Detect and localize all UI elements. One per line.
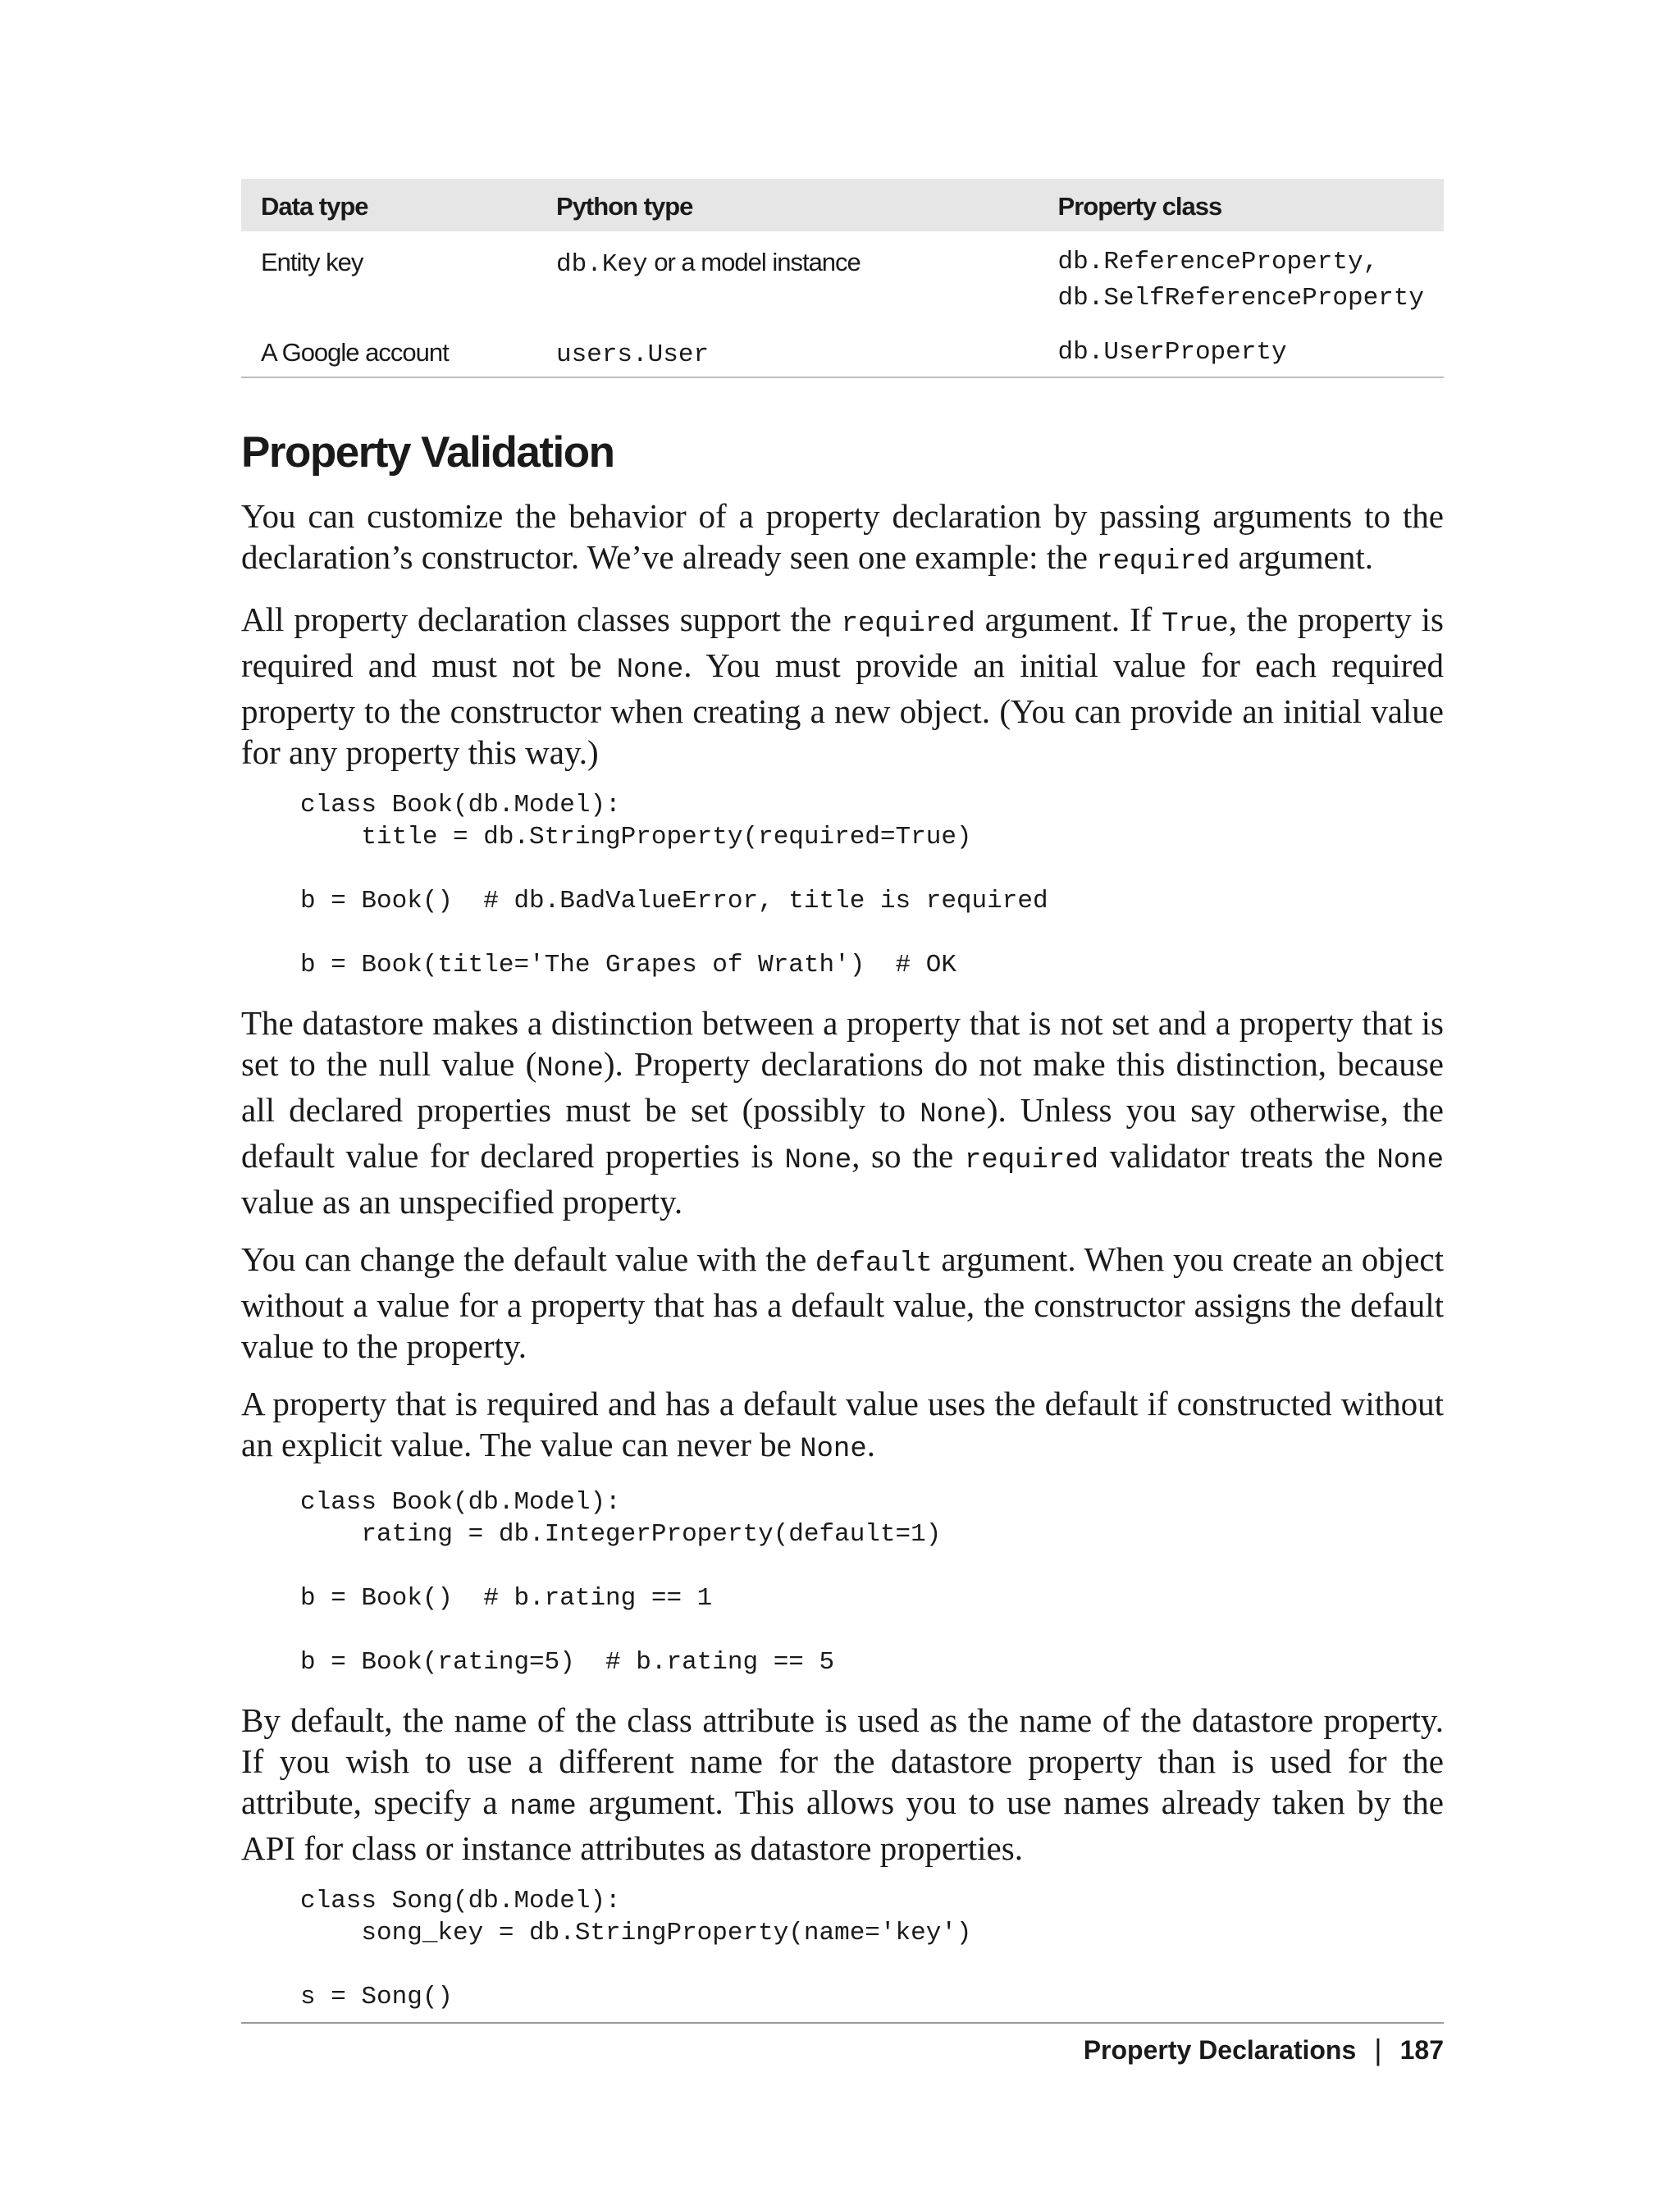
paragraph-text: You can customize the behavior of a property declaration by passing arguments to the declaration’s constructor. We’ve already seen one example: the (241, 497, 1444, 576)
code-line: s = Song() (300, 1983, 454, 2011)
paragraph-text: argument. If (975, 600, 1162, 638)
paragraph (241, 495, 1444, 582)
code-line: class Book(db.Model): (300, 1488, 621, 1517)
paragraph-text: You can change the default value with the (241, 1240, 815, 1278)
table-row (241, 322, 1444, 377)
code-line: song_key = db.StringProperty(name='key') (300, 1919, 972, 1947)
table-cell-python-type (536, 231, 1039, 322)
table-row (241, 231, 1444, 322)
code-line: rating = db.IntegerProperty(default=1) (300, 1520, 942, 1549)
inline-code: None (800, 1434, 867, 1465)
code-line: b = Book() # db.BadValueError, title is required (300, 887, 1048, 915)
paragraph-text: ). Property declarations do not make this distinction, because all declared properties must be set (possibly to (241, 1045, 1444, 1129)
inline-code: None (784, 1145, 852, 1176)
code-line (300, 1614, 1444, 1646)
footer-rule (241, 2022, 1444, 2024)
code-line (300, 917, 1444, 949)
table-header-data-type: Data type (261, 192, 368, 221)
page-number: 187 (1399, 2034, 1444, 2065)
table-cell-python-type (536, 322, 1039, 377)
property-class-line: db.ReferenceProperty, (1057, 248, 1379, 276)
paragraph-text: . (866, 1426, 875, 1463)
paragraph-text: argument. This allows you to use names already taken by the API for class or instance attributes as datastore properties. (241, 1783, 1444, 1867)
inline-code: None (920, 1099, 987, 1130)
python-type-text: or a model instance (647, 248, 861, 276)
table-header-python-type: Python type (556, 192, 693, 221)
code-block (300, 789, 1444, 981)
paragraph-text: The datastore makes a distinction between a property that is not set and a property that is set to the null value ( (241, 1004, 1444, 1083)
code-line (300, 1949, 1444, 1981)
code-line: b = Book(title='The Grapes of Wrath') # OK (300, 951, 956, 979)
inline-code: name (509, 1792, 577, 1823)
paragraph-text: , so the (851, 1137, 965, 1175)
paragraph-text: By default, the name of the class attribute is used as the name of the datastore property. If you wish to use a different name for the datastore property than is used for the attribute, specify a (241, 1701, 1444, 1821)
code-line: title = db.StringProperty(required=True) (300, 823, 972, 851)
paragraph-text: argument. (1230, 538, 1373, 576)
paragraph-text: ). Unless you say otherwise, the default value for declared properties is (241, 1091, 1444, 1175)
table-header-property-class: Property class (1057, 192, 1222, 221)
property-class-line: db.SelfReferenceProperty (1057, 284, 1424, 313)
code-line (300, 1550, 1444, 1582)
paragraph (241, 1383, 1444, 1470)
paragraph-text: validator treats the (1098, 1137, 1377, 1175)
table-cell-data-type: A Google account (241, 322, 536, 377)
inline-code: required (841, 609, 975, 640)
page-footer (1084, 2033, 1444, 2067)
footer-chapter-title: Property Declarations (1083, 2034, 1357, 2065)
python-type-code: users.User (556, 340, 710, 369)
paragraph-text: . You must provide an initial value for each required property to the constructor when creating a new object. (You can provide an initial value for any property this way.) (241, 646, 1444, 771)
inline-code: required (1096, 546, 1230, 578)
paragraph (241, 1002, 1444, 1222)
code-line: b = Book() # b.rating == 1 (300, 1584, 713, 1613)
inline-code: default (815, 1249, 933, 1280)
code-line: class Book(db.Model): (300, 791, 621, 819)
page-content (241, 179, 1444, 2034)
python-type-code: db.Key (556, 250, 648, 279)
inline-code: True (1162, 609, 1229, 640)
inline-code: None (1376, 1145, 1444, 1176)
paragraph-text: argument. When you create an object without a value for a property that has a default value, the constructor assigns the default value to the property. (241, 1240, 1444, 1365)
inline-code: required (964, 1145, 1099, 1176)
code-line (300, 853, 1444, 885)
inline-code: None (536, 1053, 604, 1084)
code-block (300, 1486, 1444, 1678)
paragraph-text: , the property is required and must not be (241, 600, 1444, 684)
table-cell-property-class (1039, 322, 1444, 377)
footer-separator: | (1374, 2033, 1382, 2066)
paragraph-text: A property that is required and has a default value uses the default if constructed without an explicit value. The value can never be (241, 1385, 1444, 1463)
table-cell-property-class (1039, 231, 1444, 322)
section-heading: Property Validation (241, 428, 614, 477)
property-class-line: db.UserProperty (1057, 338, 1287, 367)
inline-code: None (616, 655, 684, 686)
code-line: b = Book(rating=5) # b.rating == 5 (300, 1648, 835, 1677)
paragraph (241, 599, 1444, 773)
data-type-table (241, 179, 1444, 378)
paragraph (241, 1700, 1444, 1869)
code-line: class Song(db.Model): (300, 1887, 621, 1915)
code-block (300, 1885, 1444, 2013)
paragraph-text: All property declaration classes support the (241, 600, 842, 638)
table-cell-data-type: Entity key (261, 248, 363, 276)
paragraph (241, 1239, 1444, 1367)
paragraph-text: value as an unspecified property. (241, 1183, 683, 1221)
table-header-row (241, 179, 1444, 231)
